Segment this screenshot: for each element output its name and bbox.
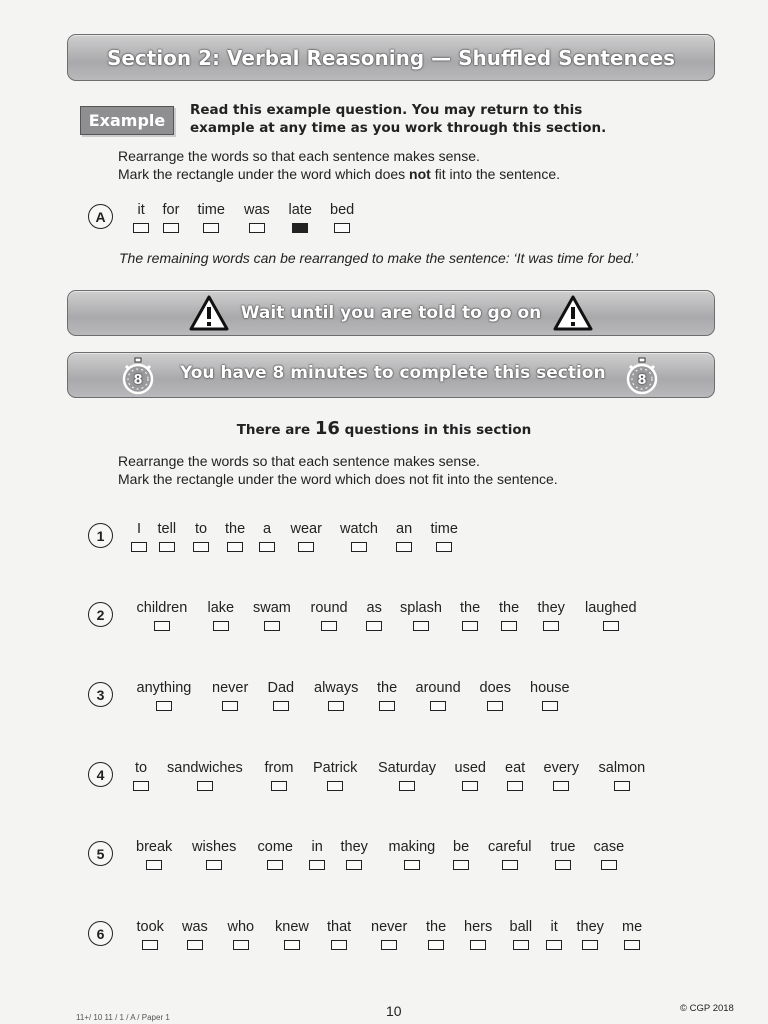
question-5-answer-box[interactable] xyxy=(146,860,162,870)
question-2-answer-box[interactable] xyxy=(413,621,429,631)
question-2-answer-box[interactable] xyxy=(462,621,478,631)
question-4-word: salmon xyxy=(598,760,646,776)
question-3-answer-box[interactable] xyxy=(328,701,344,711)
question-count xyxy=(0,418,768,439)
stopwatch-icon xyxy=(120,357,156,395)
question-2-word: as xyxy=(366,600,382,616)
question-3-word: always xyxy=(314,680,359,696)
question-4-word: from xyxy=(264,760,294,776)
question-6-answer-box[interactable] xyxy=(624,940,640,950)
question-4-answer-box[interactable] xyxy=(197,781,213,791)
question-4-number: 4 xyxy=(88,762,113,787)
question-5-word: wishes xyxy=(192,839,237,855)
instruction-line2: Mark the rectangle under the word which does not fit into the sentence. xyxy=(118,471,558,487)
question-4-answer-box[interactable] xyxy=(553,781,569,791)
instruction-emphasis: not xyxy=(409,166,431,182)
question-5-word: be xyxy=(453,839,470,855)
section-title-banner xyxy=(67,34,715,81)
question-3-word: anything xyxy=(136,680,192,696)
question-2-answer-box[interactable] xyxy=(154,621,170,631)
instruction-text: fit into the sentence. xyxy=(430,166,561,182)
question-5-word: come xyxy=(257,839,293,855)
question-5-word: case xyxy=(593,839,625,855)
question-3-word: does xyxy=(479,680,511,696)
question-1-word: to xyxy=(195,521,208,537)
question-2-word: the xyxy=(499,600,520,616)
question-6-word: knew xyxy=(275,919,309,935)
question-3-answer-box[interactable] xyxy=(222,701,238,711)
question-3-answer-box[interactable] xyxy=(487,701,503,711)
question-4-word: every xyxy=(543,760,579,776)
example-question-answer-box[interactable] xyxy=(334,223,350,233)
time-text: You have 8 minutes to complete this section xyxy=(180,363,606,383)
example-instructions xyxy=(118,147,560,183)
question-1-word: tell xyxy=(157,521,177,537)
count-text: There are xyxy=(236,422,315,438)
paper-code: 11+/ 10 11 / 1 / A / Paper 1 xyxy=(76,1013,170,1022)
example-question-word: for xyxy=(162,202,180,218)
question-6-answer-box[interactable] xyxy=(233,940,249,950)
question-4-word: to xyxy=(135,760,148,776)
example-question-word: late xyxy=(288,202,312,218)
question-5-answer-box[interactable] xyxy=(555,860,571,870)
question-3-number: 3 xyxy=(88,682,113,707)
question-6-answer-box[interactable] xyxy=(284,940,300,950)
question-6-word: the xyxy=(426,919,447,935)
section-title: Section 2: Verbal Reasoning — Shuffled Sentences xyxy=(106,45,676,70)
question-3-word: around xyxy=(415,680,461,696)
question-1-answer-box[interactable] xyxy=(436,542,452,552)
example-intro-line2: example at any time as you work through this section. xyxy=(190,120,607,136)
question-1-answer-box[interactable] xyxy=(298,542,314,552)
example-answer-note: The remaining words can be rearranged to make the sentence: ‘It was time for bed.’ xyxy=(119,250,639,266)
question-4-word: sandwiches xyxy=(167,760,243,776)
question-6-answer-box[interactable] xyxy=(546,940,562,950)
question-4-word: used xyxy=(454,760,486,776)
question-4-word: eat xyxy=(505,760,526,776)
question-2-answer-box[interactable] xyxy=(321,621,337,631)
question-1-answer-box[interactable] xyxy=(131,542,147,552)
question-6-word: it xyxy=(550,919,558,935)
question-6-word: who xyxy=(227,919,255,935)
example-question-answer-box[interactable] xyxy=(203,223,219,233)
question-4-answer-box[interactable] xyxy=(614,781,630,791)
wait-banner xyxy=(67,290,715,336)
question-1-answer-box[interactable] xyxy=(351,542,367,552)
question-1-word: a xyxy=(263,521,272,537)
question-6-answer-box[interactable] xyxy=(142,940,158,950)
warning-icon xyxy=(553,295,593,331)
example-label-text: Example xyxy=(88,111,166,130)
example-intro-line1: Read this example question. You may return to this xyxy=(190,102,583,118)
count-text: questions in this section xyxy=(339,422,532,438)
question-6-answer-box[interactable] xyxy=(187,940,203,950)
question-5-word: they xyxy=(340,839,368,855)
question-5-answer-box[interactable] xyxy=(404,860,420,870)
question-1-answer-box[interactable] xyxy=(193,542,209,552)
question-5-word: true xyxy=(550,839,576,855)
stopwatch-minutes: 8 xyxy=(637,373,647,388)
question-5-answer-box[interactable] xyxy=(453,860,469,870)
example-question-number: A xyxy=(88,204,113,229)
count-number: 16 xyxy=(314,418,340,439)
question-6-word: they xyxy=(576,919,604,935)
question-5-number: 5 xyxy=(88,841,113,866)
example-instruction-line2 xyxy=(118,165,560,183)
question-2-answer-box[interactable] xyxy=(501,621,517,631)
warning-icon xyxy=(189,295,229,331)
question-2-word: round xyxy=(310,600,348,616)
question-6-number: 6 xyxy=(88,921,113,946)
question-3-answer-box[interactable] xyxy=(379,701,395,711)
question-5-answer-box[interactable] xyxy=(206,860,222,870)
question-3-answer-box[interactable] xyxy=(430,701,446,711)
question-5-answer-box[interactable] xyxy=(502,860,518,870)
question-6-answer-box[interactable] xyxy=(428,940,444,950)
question-2-number: 2 xyxy=(88,602,113,627)
question-6-answer-box[interactable] xyxy=(331,940,347,950)
stopwatch-icon xyxy=(624,357,660,395)
question-2-word: they xyxy=(537,600,565,616)
example-intro xyxy=(190,101,606,137)
question-1-word: watch xyxy=(340,521,378,537)
question-2-answer-box[interactable] xyxy=(366,621,382,631)
example-question-word: time xyxy=(197,202,225,218)
question-4-word: Saturday xyxy=(378,760,437,776)
question-6-answer-box[interactable] xyxy=(470,940,486,950)
question-2-answer-box[interactable] xyxy=(603,621,619,631)
question-5-word: break xyxy=(136,839,173,855)
question-1-number: 1 xyxy=(88,523,113,548)
question-6-word: took xyxy=(136,919,164,935)
question-4-answer-box[interactable] xyxy=(399,781,415,791)
question-1-answer-box[interactable] xyxy=(159,542,175,552)
question-3-answer-box[interactable] xyxy=(156,701,172,711)
question-1-answer-box[interactable] xyxy=(227,542,243,552)
question-2-word: children xyxy=(136,600,188,616)
question-1-answer-box[interactable] xyxy=(396,542,412,552)
question-4-answer-box[interactable] xyxy=(327,781,343,791)
question-5-word: making xyxy=(388,839,436,855)
question-3-word: never xyxy=(212,680,249,696)
example-question-answer-box[interactable] xyxy=(163,223,179,233)
question-6-answer-box[interactable] xyxy=(582,940,598,950)
example-instruction-line1: Rearrange the words so that each sentence makes sense. xyxy=(118,148,480,164)
question-5-answer-box[interactable] xyxy=(346,860,362,870)
question-5-answer-box[interactable] xyxy=(309,860,325,870)
question-2-word: lake xyxy=(207,600,235,616)
example-question-word: was xyxy=(244,202,270,218)
question-1-word: wear xyxy=(290,521,322,537)
question-6-word: never xyxy=(371,919,408,935)
example-question-word: bed xyxy=(330,202,355,218)
time-banner xyxy=(67,352,715,398)
question-2-word: splash xyxy=(400,600,442,616)
instruction-text: Mark the rectangle under the word which does xyxy=(118,166,410,182)
question-3-word: Dad xyxy=(267,680,295,696)
question-1-word: I xyxy=(137,521,142,537)
question-1-answer-box[interactable] xyxy=(259,542,275,552)
question-3-answer-box[interactable] xyxy=(273,701,289,711)
question-5-word: careful xyxy=(488,839,532,855)
question-2-answer-box[interactable] xyxy=(543,621,559,631)
question-2-word: swam xyxy=(253,600,291,616)
question-1-word: the xyxy=(225,521,246,537)
question-5-word: in xyxy=(311,839,323,855)
copyright: © CGP 2018 xyxy=(680,1003,734,1014)
question-4-word: Patrick xyxy=(313,760,358,776)
instruction-line1: Rearrange the words so that each sentence makes sense. xyxy=(118,453,480,469)
example-question-answer-box[interactable] xyxy=(249,223,265,233)
question-2-word: the xyxy=(460,600,481,616)
question-6-answer-box[interactable] xyxy=(381,940,397,950)
question-4-answer-box[interactable] xyxy=(271,781,287,791)
wait-text: Wait until you are told to go on xyxy=(240,303,542,323)
question-4-answer-box[interactable] xyxy=(133,781,149,791)
question-6-word: me xyxy=(622,919,643,935)
question-3-answer-box[interactable] xyxy=(542,701,558,711)
section-instructions xyxy=(118,452,558,488)
question-1-word: an xyxy=(396,521,413,537)
question-1-word: time xyxy=(430,521,458,537)
question-5-answer-box[interactable] xyxy=(601,860,617,870)
example-question-word: it xyxy=(137,202,145,218)
stopwatch-minutes: 8 xyxy=(133,373,143,388)
question-4-answer-box[interactable] xyxy=(462,781,478,791)
example-label xyxy=(80,106,174,135)
question-2-word: laughed xyxy=(585,600,637,616)
example-question-answer-box[interactable] xyxy=(292,223,308,233)
question-6-word: that xyxy=(327,919,352,935)
question-6-word: ball xyxy=(509,919,533,935)
page-number: 10 xyxy=(386,1003,402,1019)
question-6-word: hers xyxy=(464,919,493,935)
question-3-word: house xyxy=(530,680,570,696)
question-2-answer-box[interactable] xyxy=(213,621,229,631)
question-2-answer-box[interactable] xyxy=(264,621,280,631)
question-3-word: the xyxy=(377,680,398,696)
question-5-answer-box[interactable] xyxy=(267,860,283,870)
question-4-answer-box[interactable] xyxy=(507,781,523,791)
example-question-answer-box[interactable] xyxy=(133,223,149,233)
question-6-word: was xyxy=(182,919,208,935)
question-6-answer-box[interactable] xyxy=(513,940,529,950)
